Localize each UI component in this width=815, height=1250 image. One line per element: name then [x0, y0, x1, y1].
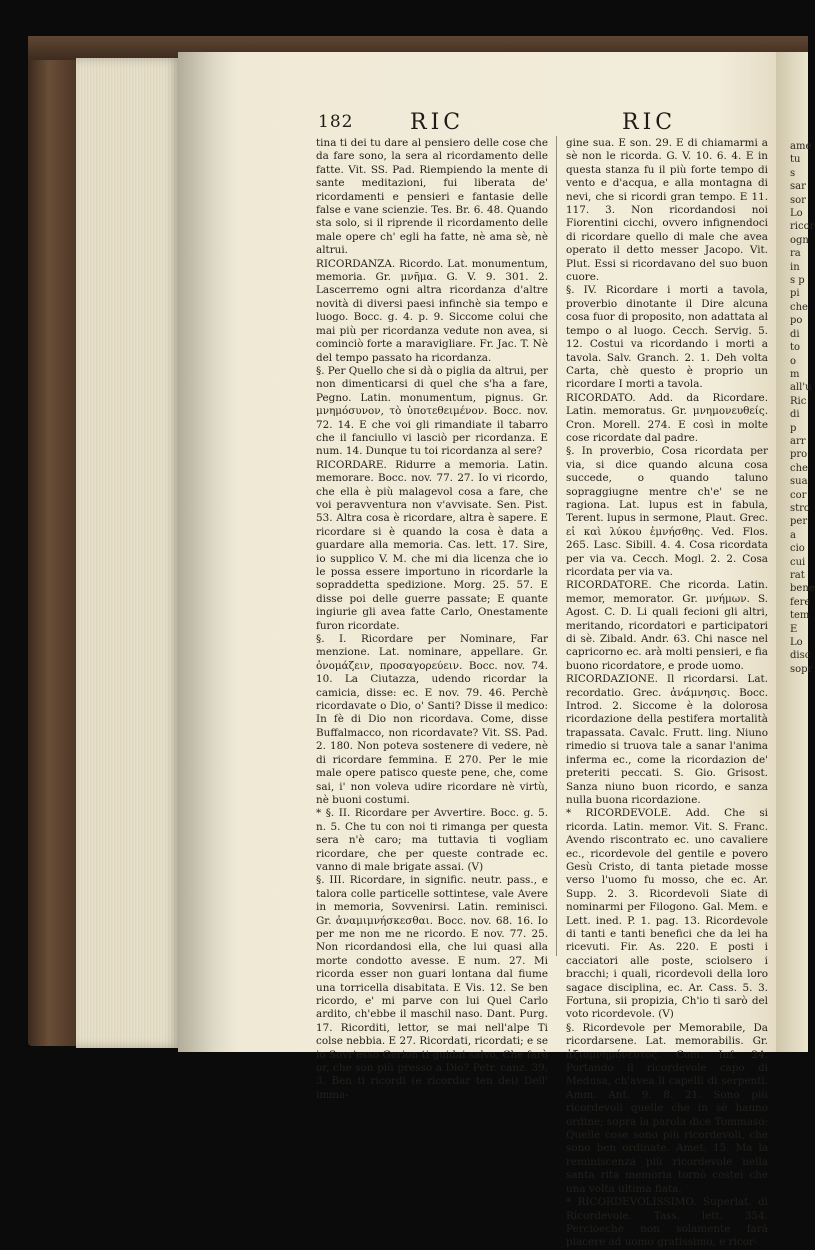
entry-ricordazione: RICORDAZIONE. Il ricordarsi. Lat. recordatio. Grec. ἀνάμνησις. Bocc. Introd. 2. Siccome è la dolorosa ricordazione della pestifera mortalità trapassata. Cavalc. Frutt. ling. Niuno rimedio si truova tale a sanar l'anima inferma ec., come la ricordazion de' preteriti peccati. S. Gio. Grisost. Sanza niuno buon ricordo, e sanza nulla buona ricordazione.: [566, 673, 768, 806]
page-number: 182: [318, 112, 354, 132]
entry-paragraph: * §. II. Ricordare per Avvertire. Bocc. g. 5. n. 5. Che tu con noi ti rimanga per questa sera n'è caro; ma tuttavia ti vogliam ricordare, che per queste contrade ec. vanno di male brigate assai. (V): [316, 807, 548, 873]
entry-ricordato: RICORDATO. Add. da Ricordare. Latin. memoratus. Gr. μνημονευθείς. Cron. Morell. 274. E così in molte cose ricordate dal padre.: [566, 391, 768, 444]
entry-paragraph: §. In proverbio, Cosa ricordata per via, si dice quando alcuna cosa succede, o quando taluno sopraggiugne mentre ch'e' se ne ragiona. Lat. lupus est in fabula, Terent. lupus in sermone, Plaut. Grec. εἰ καὶ λύκου ἐμνήσθης. Ved. Flos. 265. Lasc. Sibill. 4. 4. Cosa ricordata per via va. Cecch. Mogl. 2. 2. Cosa ricordata per via va.: [566, 445, 768, 578]
entry-paragraph: gine sua. E son. 29. E di chiamarmi a sè non le ricorda. G. V. 10. 6. 4. E in questa stanza fu il più forte tempo di vento e d'acqua, e alla montagna di nevi, che si ricordi gran tempo. E 11. 117. 3. Non ricordandosi noi Fiorentini cicchi, ovvero infignendoci di ricordare quello di male che avea operato il detto messer Jacopo. Vit. Plut. Essi si ricordavano del suo buon cuore.: [566, 137, 768, 284]
right-column: [566, 137, 768, 1249]
entry-paragraph: §. III. Ricordare, in signific. neutr. pass., e talora colle particelle sottintese, vale Avere in memoria, Sovvenirsi. Latin. reminisci. Gr. ἀναμιμνήσκεσθαι. Bocc. nov. 68. 16. Io per me non me ne ricordo. E nov. 77. 25. Non ricordandosi ella, che lui quasi alla morte condotto avesse. E num. 27. Mi ricorda esser non guari lontana dal fiume una torricella disabitata. E Vis. 12. Se ben ricordo, e' mi parve con lui Quel Carlo ardito, ch'ebbe il maschil naso. Dant. Purg. 17. Ricorditi, lettor, se mai nell'alpe Ti colse nebbia. E 27. Ricordati, ricordati; e se io Sovr'esso Gerion ti guidai salvo, Che farò or, che son più presso a Dio? Petr. canz. 39. 3. Ben ti ricordi (e ricordar ten dei) Dell' imma-: [316, 874, 548, 1101]
left-column: [316, 137, 548, 1101]
entry-paragraph: §. IV. Ricordare i morti a tavola, proverbio dinotante il Dire alcuna cosa fuor di proposito, non adattata al tempo o al luogo. Cecch. Servig. 5. 12. Costui va ricordando i morti a tavola. Salv. Granch. 2. 1. Deh volta Carta, chè questo è proprio un ricordare I morti a tavola.: [566, 284, 768, 391]
book-cover-left: [28, 36, 80, 1046]
entry-ricordare: RICORDARE. Ridurre a memoria. Latin. memorare. Bocc. nov. 77. 27. Io vi ricordo, che ella è più malagevol cosa a fare, che voi peravventura non v'avvisate. Sen. Pist. 53. Altra cosa è ricordare, altra è sapere. E ricordare si è quando la cosa è data a guardare alla memoria. Cas. lett. 17. Sire, io supplico V. M. che mi dia licenza che io le possa essere importuno in ricordarle la sopraddetta spedizione. Morg. 25. 57. E disse poi delle guerre passate; E quante ingiurie gli avea fatte Carlo, Onestamente furon ricordate.: [316, 458, 548, 632]
running-head-left: RIC: [410, 110, 465, 135]
column-divider: [556, 136, 557, 956]
facing-page-fragments: ame tu s sar sor Lo ricor ogn ra in s p pi che po di to o m all'u Ric di p arr pro che sua cor stro per a cio cui rat bene fere tem E Lo disc sopr: [790, 141, 815, 675]
entry-ricordanza: RICORDANZA. Ricordo. Lat. monumentum, memoria. Gr. μνῆμα. G. V. 9. 301. 2. Lascerremo ogni altra ricordanza d'altre novità di diversi paesi infinchè sia tempo e luogo. Bocc. g. 4. p. 9. Siccome colui che mai più per ricordanza vedute non avea, si cominciò forte a maravigliare. Fr. Jac. T. Nè del tempo passato ha ricordanza.: [316, 257, 548, 364]
entry-ricordatore: RICORDATORE. Che ricorda. Latin. memor, memorator. Gr. μνήμων. S. Agost. C. D. Li quali fecioni gli altri, meritando, ricordatori e participatori di sè. Zibald. Andr. 63. Chi nasce nel capricorno ec. arà molti pensieri, e fia buono ricordatore, e prode uomo.: [566, 579, 768, 672]
entry-paragraph: §. I. Ricordare per Nominare, Far menzione. Lat. nominare, appellare. Gr. ὀνομάζειν, προσαγορεύειν. Bocc. nov. 74. 10. La Ciutazza, udendo ricordar la camicia, disse: ec. E nov. 79. 46. Perchè ricordavate o Dio, o' Santi? Disse il medico: In fè di Dio non ricordava. Come, disse Buffalmacco, non ricordavate? Vit. SS. Pad. 2. 180. Non poteva sostenere di vedere, nè di ricordare femmina. E 270. Per le mie male opere patisco queste pene, che, come sai, i' non voleva udire ricordare nè virtù, nè buoni costumi.: [316, 633, 548, 806]
running-head-right: RIC: [622, 110, 677, 135]
entry-paragraph: §. Ricordevole per Memorabile, Da ricordarsene. Lat. memorabilis. Gr. ἀξιομνημόνευτος. Com. Inf. 24. Portando il ricordevole capo di Medusa, ch'avea li capelli di serpenti. Amm. Ant. 9. 8. 21. Sono più ricordevoli quelle che in sè hanno ordine; sopra la parola dice Tommaso: Quelle cose sono più ricordevoli, che sono ben ordinate. Amet. 15. Ma la reminiscenza più ricordevole nella santa rita memoria tornò costei che una volta ultima fiata.: [566, 1021, 768, 1195]
entry-paragraph: tina ti dei tu dare al pensiero delle cose che da fare sono, la sera al ricordamento delle fatte. Vit. SS. Pad. Riempiendo la mente di sante meditazioni, fui liberata de' ricordamenti e pensieri e fantasie delle false e vane scienzie. Tes. Br. 6. 48. Quando sta solo, si il riprende il ricordamento delle male opere ch' egli ha fatte, nè ama sè, nè altrui.: [316, 137, 548, 257]
entry-paragraph: §. Per Quello che si dà o piglia da altrui, per non dimenticarsi di quel che s'ha a fare, Pegno. Latin. monumentum, pignus. Gr. μνημόσυνον, τὸ ὑποτεθειμένον. Bocc. nov. 72. 14. E che voi gli rimandiate il tabarro che il fanciullo vi lasciò per ricordanza. E num. 14. Dunque tu toi ricordanza al sere?: [316, 364, 548, 458]
page-edges: [76, 58, 180, 1048]
entry-ricordevolissimo: * RICORDEVOLISSIMO. Superlat. di Ricordevole. Tass. lett. 354. Percioechè non solamente farà piacere ad uomo gratissimo, e ricor-: [566, 1196, 768, 1249]
entry-ricordevole: * RICORDEVOLE. Add. Che si ricorda. Latin. memor. Vit. S. Franc. Avendo riscontrato ec. uno cavaliere ec., ricordevole del gentile e povero Gesù Cristo, di tanta pietade mosse verso l'uomo fu mosso, che ec. Ar. Supp. 2. 3. Ricordevoli Siate di nominarmi per Filogono. Gal. Mem. e Lett. ined. P. 1. pag. 13. Ricordevole di tanti e tanti benefici che da lei ha ricevuti. Fir. As. 220. E posti i cacciatori alle poste, sciolsero i bracchi; i quali, ricordevoli della loro sagace disciplina, ec. Ar. Cass. 5. 3. Fortuna, sii propizia, Ch'io ti sarò del voto ricordevole. (V): [566, 807, 768, 1021]
facing-page-edge: [776, 52, 815, 1052]
